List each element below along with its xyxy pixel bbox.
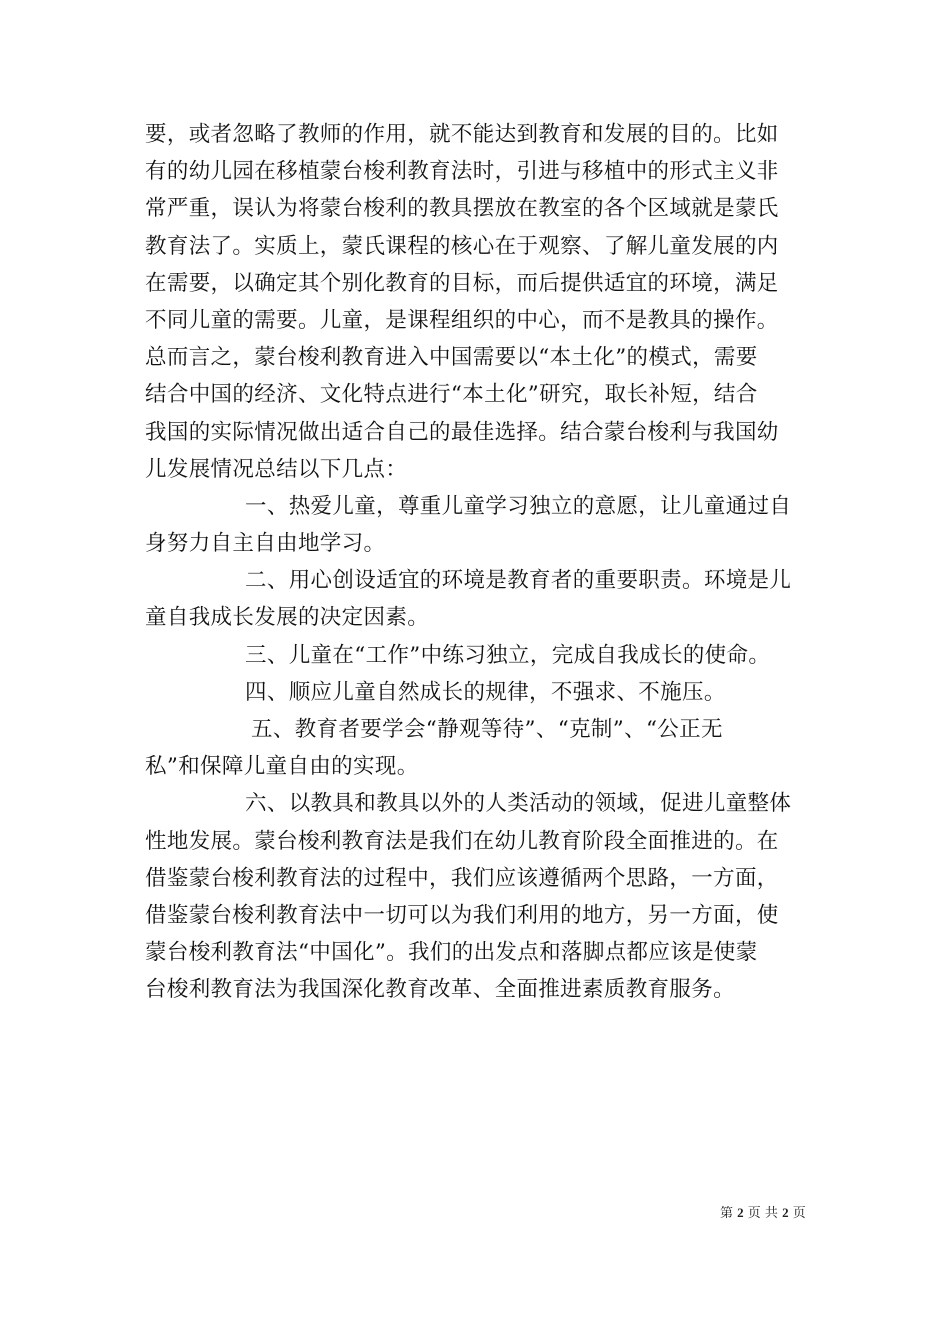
footer-prefix: 第 bbox=[720, 1206, 734, 1221]
list-item-4: 四、顺应儿童自然成长的规律，不强求、不施压。 bbox=[245, 679, 726, 705]
text-line: 我国的实际情况做出适合自己的最佳选择。结合蒙台梭利与我国幼 bbox=[145, 419, 779, 445]
text-line: 在需要，以确定其个别化教育的目标，而后提供适宜的环境，满足 bbox=[145, 270, 779, 296]
list-item-1: 一、热爱儿童，尊重儿童学习独立的意愿，让儿童通过自 bbox=[245, 493, 792, 519]
total-page-number: 2 bbox=[782, 1205, 789, 1220]
footer-middle: 页 共 bbox=[747, 1206, 778, 1221]
text-line: 不同儿童的需要。儿童，是课程组织的中心，而不是教具的操作。 bbox=[145, 307, 779, 333]
list-item-5: 五、教育者要学会“静观等待”、“克制”、“公正无 bbox=[251, 717, 723, 742]
text-line: 教育法了。实质上，蒙氏课程的核心在于观察、了解儿童发展的内 bbox=[145, 233, 779, 259]
text-line: 结合中国的经济、文化特点进行“本土化”研究，取长补短，结合 bbox=[145, 382, 758, 408]
text-line: 性地发展。蒙台梭利教育法是我们在幼儿教育阶段全面推进的。在 bbox=[145, 828, 779, 854]
text-line: 总而言之，蒙台梭利教育进入中国需要以“本土化”的模式，需要 bbox=[145, 345, 758, 371]
text-line: 蒙台梭利教育法“中国化”。我们的出发点和落脚点都应该是使蒙 bbox=[145, 940, 758, 966]
list-item-3: 三、儿童在“工作”中练习独立，完成自我成长的使命。 bbox=[245, 642, 771, 668]
text-line: 童自我成长发展的决定因素。 bbox=[145, 605, 430, 631]
text-line: 有的幼儿园在移植蒙台梭利教育法时，引进与移植中的形式主义非 bbox=[145, 159, 779, 185]
body-text bbox=[145, 116, 810, 1009]
text-line: 借鉴蒙台梭利教育法的过程中，我们应该遵循两个思路，一方面， bbox=[145, 865, 779, 891]
text-line: 借鉴蒙台梭利教育法中一切可以为我们利用的地方，另一方面，使 bbox=[145, 902, 779, 928]
list-item-6: 六、以教具和教具以外的人类活动的领域，促进儿童整体 bbox=[245, 791, 792, 817]
text-line: 常严重，误认为将蒙台梭利的教具摆放在教室的各个区域就是蒙氏 bbox=[145, 196, 779, 222]
current-page-number: 2 bbox=[737, 1205, 744, 1220]
footer-suffix: 页 bbox=[792, 1206, 806, 1221]
text-line: 儿发展情况总结以下几点： bbox=[145, 456, 408, 482]
text-line: 身努力自主自由地学习。 bbox=[145, 531, 386, 557]
text-line: 私”和保障儿童自由的实现。 bbox=[145, 754, 419, 780]
list-item-2: 二、用心创设适宜的环境是教育者的重要职责。环境是儿 bbox=[245, 568, 792, 594]
text-line: 要，或者忽略了教师的作用，就不能达到教育和发展的目的。比如 bbox=[145, 122, 779, 147]
page-footer bbox=[720, 1203, 820, 1223]
text-line: 台梭利教育法为我国深化教育改革、全面推进素质教育服务。 bbox=[145, 977, 735, 1003]
